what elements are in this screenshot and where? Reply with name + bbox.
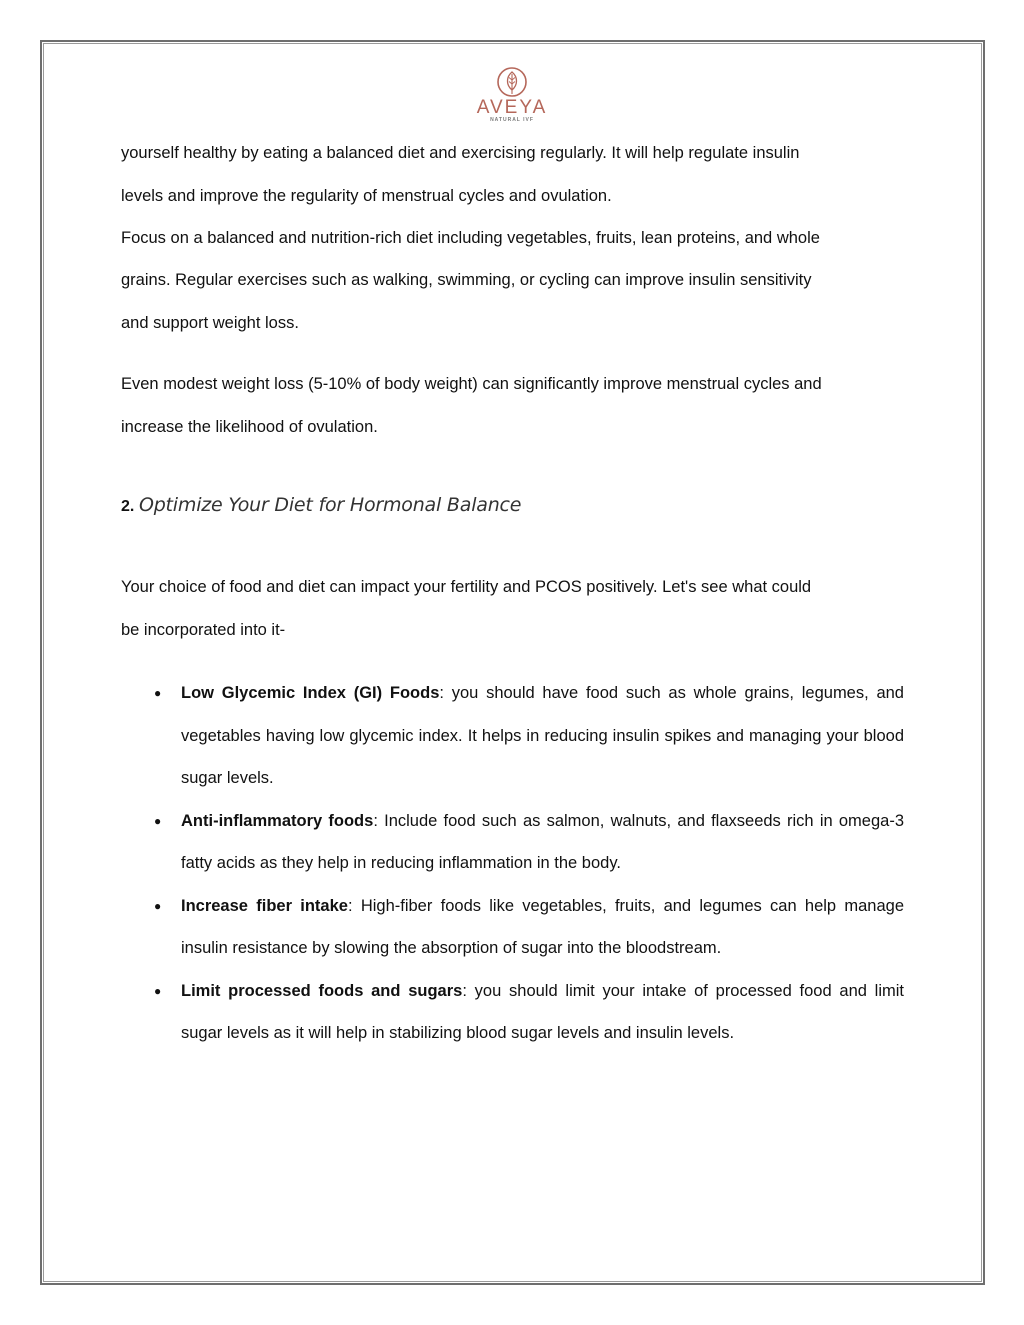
paragraph-line: yourself healthy by eating a balanced diet and exercising regularly. It will help regulate insulin (121, 144, 800, 162)
list-item-fiber-intake (121, 885, 904, 970)
section-number: 2. (121, 498, 135, 515)
list-item-text: : you should have food such as whole grains, legumes, and vegetables having low glycemic index. It helps in reducing insulin spikes and managing your blood sugar levels. (181, 684, 904, 787)
bullet-icon: ● (154, 983, 162, 998)
list-item-anti-inflammatory-foods (121, 800, 904, 885)
paragraph-line: grains. Regular exercises such as walking, swimming, or cycling can improve insulin sensitivity (121, 271, 812, 289)
paragraph-line: be incorporated into it- (121, 620, 286, 639)
paragraph-weight-loss (121, 363, 904, 448)
paragraph-line: increase the likelihood of ovulation. (121, 417, 378, 436)
list-item-term: Limit processed foods and sugars (181, 981, 463, 1000)
paragraph-line: levels and improve the regularity of menstrual cycles and ovulation. (121, 186, 612, 205)
list-item-limit-processed-foods (121, 970, 904, 1055)
logo-wordmark: AVEYA (476, 97, 548, 118)
list-item-term: Anti-inflammatory foods (181, 811, 374, 830)
paragraph-line: Focus on a balanced and nutrition-rich diet including vegetables, fruits, lean proteins, and whole (121, 228, 820, 247)
paragraph-line: Even modest weight loss (5-10% of body weight) can significantly improve menstrual cycles and (121, 375, 822, 393)
logo-tagline: NATURAL IVF (490, 117, 534, 123)
leaf-emblem-icon (495, 66, 529, 98)
bullet-icon: ● (154, 898, 162, 913)
list-item-term: Increase fiber intake (181, 896, 348, 915)
paragraph-line: and support weight loss. (121, 313, 299, 332)
list-item-text: : Include food such as salmon, walnuts, and flaxseeds rich in omega-3 fatty acids as they help in reducing inflammation in the body. (181, 811, 905, 872)
list-item-text: : High-fiber foods like vegetables, fruits, and legumes can help manage insulin resistance by slowing the absorption of sugar into the bloodstream. (181, 896, 904, 957)
food-recommendation-list (121, 672, 904, 1055)
paragraph-line: Your choice of food and diet can impact your fertility and PCOS positively. Let's see what could (121, 578, 812, 596)
aveya-logo (472, 66, 552, 132)
document-body (121, 132, 904, 1055)
bullet-icon: ● (154, 686, 162, 700)
bullet-icon: ● (154, 813, 162, 828)
section-heading (121, 481, 904, 529)
list-item-low-gi-foods (121, 672, 904, 800)
list-item-term: Low Glycemic Index (GI) Foods (181, 684, 440, 702)
paragraph-balanced-diet (121, 217, 904, 345)
paragraph-healthy-lifestyle (121, 132, 904, 217)
section-title: Optimize Your Diet for Hormonal Balance (138, 494, 522, 516)
list-item-text: : you should limit your intake of processed food and limit sugar levels as it will help in stabilizing blood sugar levels and insulin levels. (181, 981, 904, 1042)
section-intro (121, 566, 904, 651)
